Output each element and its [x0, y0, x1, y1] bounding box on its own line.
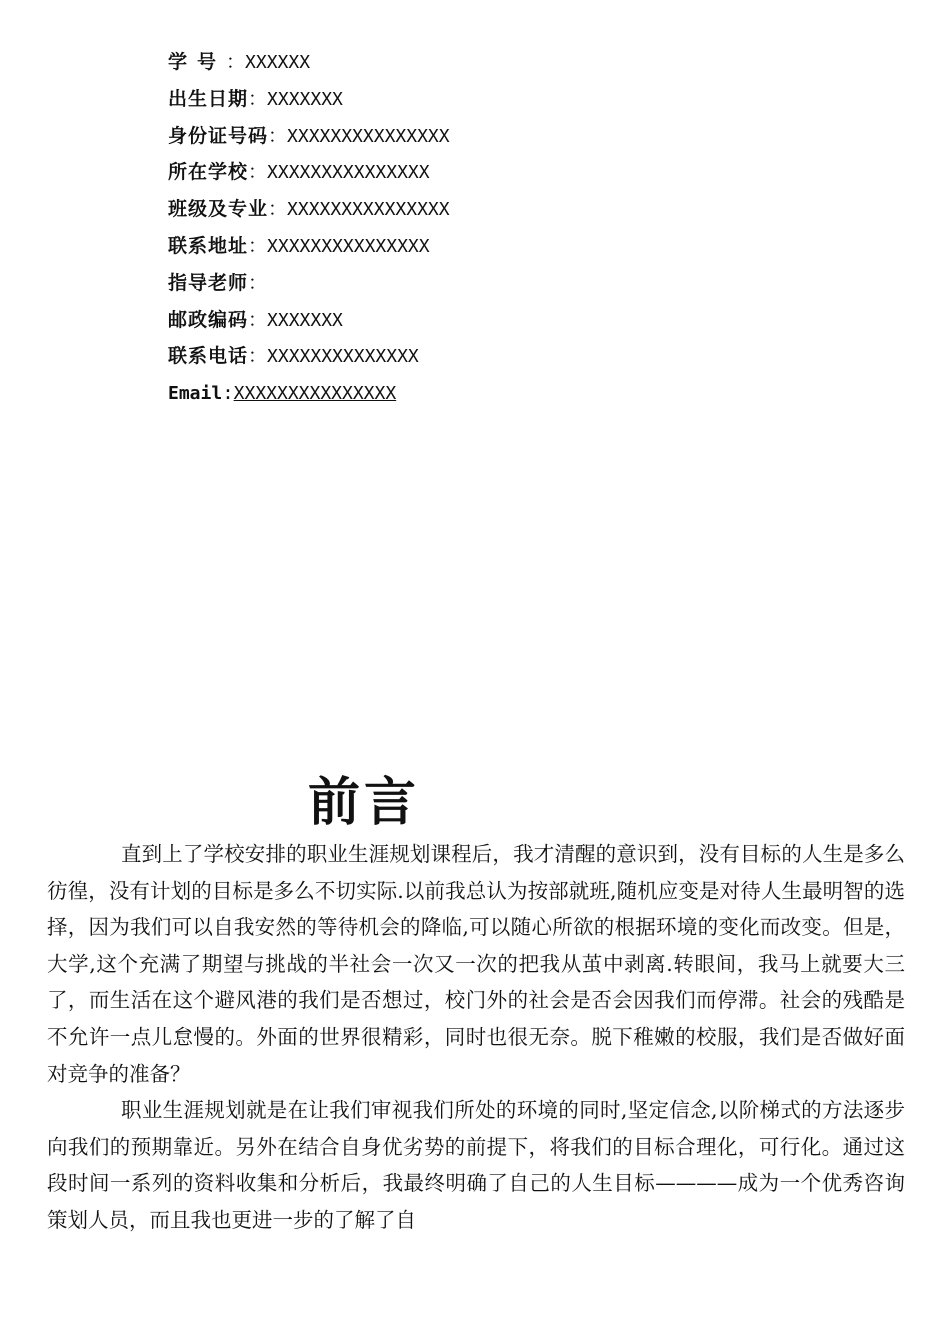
info-label: 班级及专业 [168, 198, 269, 221]
info-label: 联系电话 [168, 345, 249, 368]
info-row-class-major [168, 191, 868, 228]
info-row-school [168, 154, 868, 191]
info-row-phone [168, 338, 868, 375]
info-label: 身份证号码 [168, 124, 269, 147]
info-value: XXXXXXXXXXXXXXX [267, 162, 430, 184]
info-label: Email [168, 383, 223, 405]
email-link[interactable]: XXXXXXXXXXXXXXX [233, 383, 397, 405]
info-value: XXXXXXXXXXXXXXX [267, 235, 430, 257]
info-label: 邮政编码 [168, 308, 249, 331]
info-row-email [168, 375, 868, 412]
info-separator: : [222, 382, 234, 405]
preface-paragraph: 直到上了学校安排的职业生涯规划课程后，我才清醒的意识到，没有目标的人生是多么彷徨，没有计划的目标是多么不切实际.以前我总认为按部就班,随机应变是对待人生最明智的选择，因为我们可以自我安然的等待机会的降临,可以随心所欲的根据环境的变化而改变。但是，大学,这个充满了期望与挑战的半社会一次又一次的把我从茧中剥离.转眼间，我马上就要大三了，而生活在这个避风港的我们是否想过，校门外的社会是否会因我们而停滞。社会的残酷是不允许一点儿怠慢的。外面的世界很精彩，同时也很无奈。脱下稚嫩的校服，我们是否做好面对竞争的准备？ [47, 842, 905, 1086]
info-value: XXXXXXXXXXXXXX [267, 346, 419, 368]
preface-paragraph: 职业生涯规划就是在让我们审视我们所处的环境的同时,坚定信念,以阶梯式的方法逐步向我们的预期靠近。另外在结合自身优劣势的前提下，将我们的目标合理化，可行化。通过这段时间一系列的资料收集和分析后，我最终明确了自己的人生目标————成为一个优秀咨询策划人员，而且我也更进一步的了解了自 [47, 1098, 905, 1232]
info-label: 联系地址 [168, 234, 249, 257]
info-separator: ： [248, 308, 268, 331]
info-separator: ： [248, 271, 268, 294]
preface-title: 前言 [308, 772, 421, 833]
personal-info-block [168, 44, 868, 412]
info-value: XXXXXX [245, 52, 311, 73]
info-row-postal-code [168, 302, 868, 339]
info-value: XXXXXXXXXXXXXXX [287, 125, 450, 147]
info-separator: ： [248, 87, 268, 110]
preface-body [47, 836, 905, 1239]
info-separator: ： [268, 124, 288, 147]
info-row-birth-date [168, 81, 868, 118]
info-value: XXXXXXX [267, 88, 343, 110]
info-label: 指导老师 [168, 271, 249, 294]
info-label: 出生日期 [168, 87, 249, 110]
info-row-advisor [168, 265, 868, 302]
info-separator: ： [248, 234, 268, 257]
info-row-student-id [168, 44, 868, 81]
info-value: XXXXXXX [267, 309, 343, 331]
info-label: 所在学校 [168, 161, 249, 184]
info-separator: ： [248, 161, 268, 184]
info-row-address [168, 228, 868, 265]
info-value: XXXXXXXXXXXXXXX [287, 199, 450, 221]
info-label: 学号 [168, 51, 227, 73]
info-separator: ： [268, 198, 288, 221]
info-row-id-number [168, 118, 868, 155]
info-separator: ： [226, 51, 246, 73]
info-separator: ： [248, 345, 268, 368]
